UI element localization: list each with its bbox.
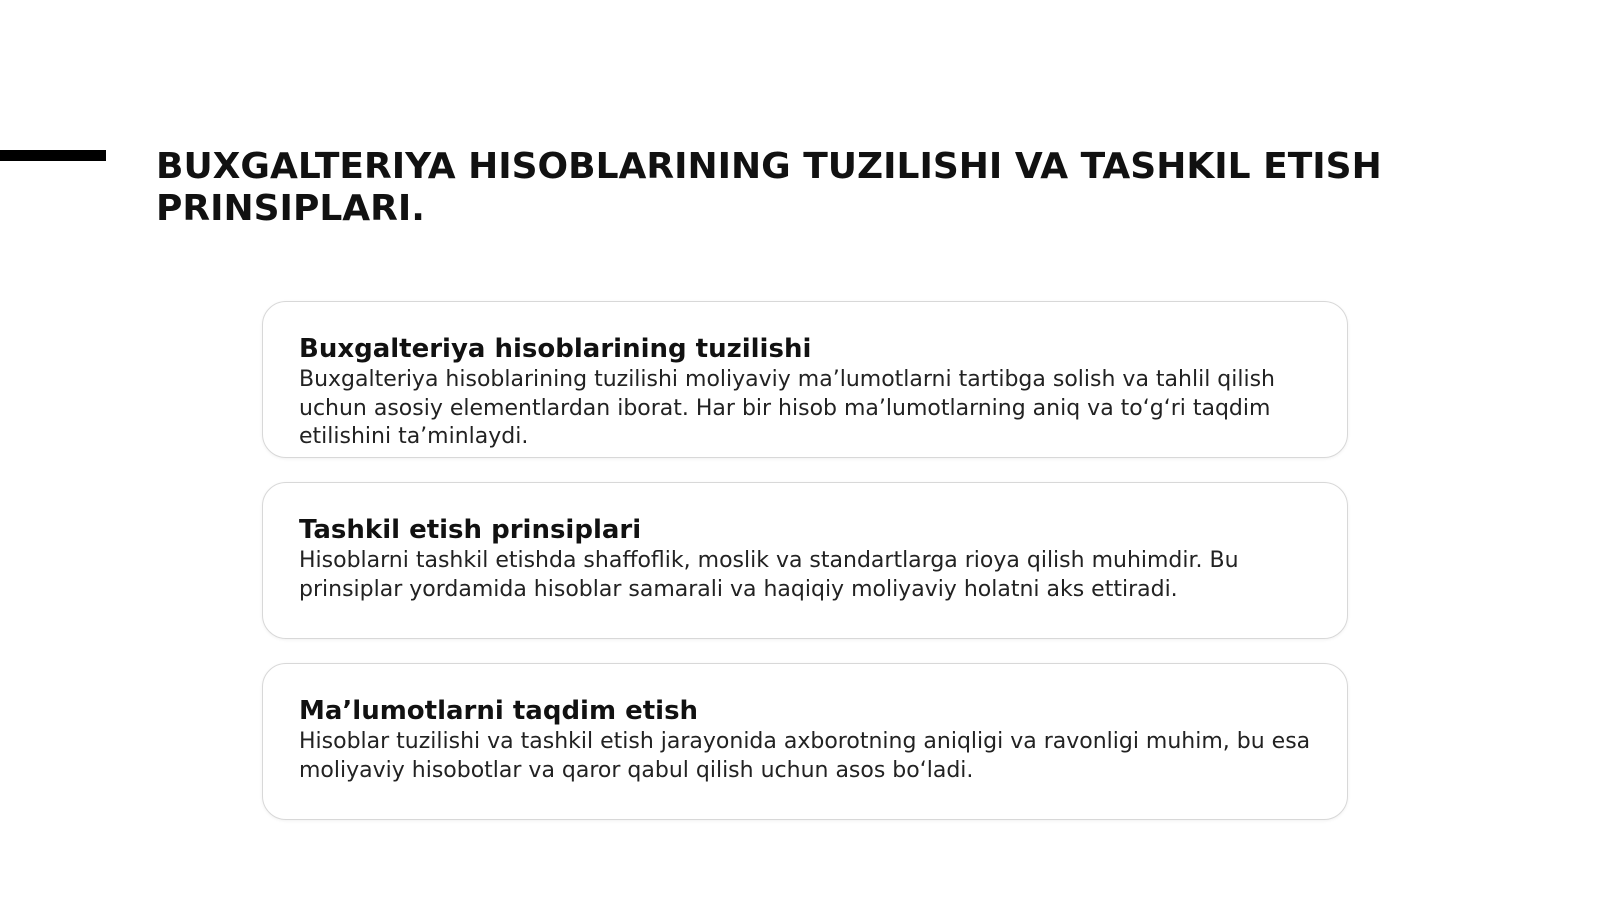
card-heading: Tashkil etish prinsiplari xyxy=(299,515,642,545)
card-body: Buxgalteriya hisoblarining tuzilishi moliyaviy ma’lumotlarni tartibga solish va tahlil qilish uchun asosiy elementlardan iborat. Har bir hisob ma’lumotlarning aniq va to‘g‘ri taqdim etilishini ta’minlaydi. xyxy=(299,367,1276,449)
card-body: Hisoblarni tashkil etishda shaffoflik, moslik va standartlarga rioya qilish muhimdir. Bu prinsiplar yordamida hisoblar samarali va haqiqiy moliyaviy holatni aks ettiradi. xyxy=(299,548,1239,602)
card-principles xyxy=(262,482,1348,639)
card-heading: Buxgalteriya hisoblarining tuzilishi xyxy=(299,334,812,364)
card-presentation xyxy=(262,663,1348,820)
card-heading: Ma’lumotlarni taqdim etish xyxy=(299,696,699,726)
card-structure xyxy=(262,301,1348,458)
card-body: Hisoblar tuzilishi va tashkil etish jarayonida axborotning aniqligi va ravonligi muhim, bu esa moliyaviy hisobotlar va qaror qabul qilish uchun asos bo‘ladi. xyxy=(299,729,1311,783)
card-list xyxy=(262,301,1348,844)
title-accent-bar xyxy=(0,150,106,161)
slide-title: BUXGALTERIYA HISOBLARINING TUZILISHI VA TASHKIL ETISH PRINSIPLARI. xyxy=(156,146,1382,229)
